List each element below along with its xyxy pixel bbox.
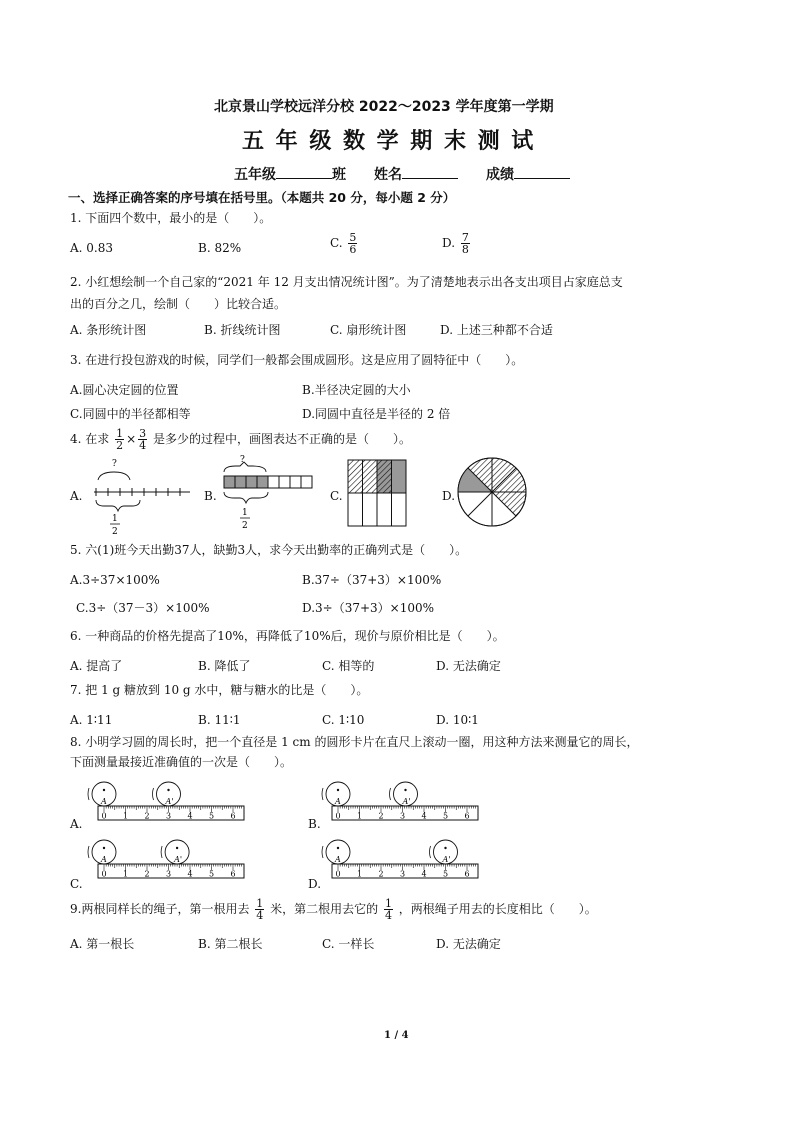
q9-f1-den: 4 [256, 909, 264, 922]
q6-option-a[interactable]: A. 提高了 [70, 659, 123, 673]
q4-option-a-label[interactable]: A. [70, 489, 83, 503]
start-circle [88, 782, 116, 806]
q5-option-c[interactable]: C.3÷（37－3）×100% [76, 601, 210, 615]
q4-figure-b [222, 452, 322, 532]
q9-f1-num: 1 [256, 897, 264, 910]
q9-post: ，两根绳子用去的长度相比（ ）。 [398, 902, 597, 916]
ruler-tick-label: 6 [230, 811, 236, 821]
ruler-tick-label: 5 [209, 811, 215, 821]
q4-frac1 [115, 428, 124, 451]
q4-times: × [126, 432, 137, 446]
q4-f2-den: 4 [139, 439, 147, 452]
point-label: A' [165, 797, 174, 806]
q2-option-d[interactable]: D. 上述三种都不合适 [440, 323, 553, 337]
ruler-tick-label: 6 [464, 811, 470, 821]
q1-d-fraction [461, 232, 470, 255]
ruler-tick-label: 2 [378, 811, 384, 821]
q4-a-half-num: 1 [112, 514, 118, 524]
q4-post: 是多少的过程中，画图表达不正确的是（ ）。 [152, 432, 411, 446]
q4-f1-den: 2 [116, 439, 124, 452]
q6-option-b[interactable]: B. 降低了 [198, 659, 251, 673]
q3-option-b[interactable]: B.半径决定圆的大小 [302, 383, 411, 397]
q2-option-b[interactable]: B. 折线统计图 [204, 323, 281, 337]
q5-stem: 5. 六(1)班今天出勤37人，缺勤3人，求今天出勤率的正确列式是（ ）。 [70, 543, 468, 557]
q8-ruler-b [330, 780, 480, 830]
q5-option-b[interactable]: B.37÷（37+3）×100% [302, 573, 442, 587]
q4-f1-num: 1 [116, 427, 124, 440]
section-heading: 一、选择正确答案的序号填在括号里。（本题共 20 分，每小题 2 分） [68, 190, 456, 205]
q7-option-d[interactable]: D. 10∶1 [436, 713, 479, 727]
start-circle [88, 840, 116, 864]
q9-option-c[interactable]: C. 一样长 [322, 937, 375, 951]
q3-option-a[interactable]: A.圆心决定圆的位置 [70, 383, 179, 397]
start-circle [322, 840, 350, 864]
q9-stem [70, 898, 597, 921]
ruler-tick-label: 1 [357, 811, 363, 821]
point-label: A' [174, 855, 183, 864]
name-label: 姓名 [374, 167, 402, 183]
q8-option-c-label[interactable]: C. [70, 877, 83, 891]
end-circle [430, 840, 458, 864]
score-label: 成绩 [486, 167, 514, 183]
point-label: A [101, 797, 107, 806]
q4-option-d-label[interactable]: D. [442, 489, 456, 503]
ruler-tick-label: 3 [400, 869, 406, 879]
ruler-tick-label: 4 [421, 869, 427, 879]
q8-ruler-d [330, 838, 480, 888]
ruler-tick-label: 6 [464, 869, 470, 879]
q9-option-d[interactable]: D. 无法确定 [436, 937, 501, 951]
ruler-tick-label: 1 [123, 869, 129, 879]
q1-stem: 1. 下面四个数中，最小的是（ ）。 [70, 211, 272, 225]
q4-frac2 [138, 428, 147, 451]
q4-b-half-den: 2 [242, 521, 248, 531]
point-label: A [101, 855, 107, 864]
q6-stem: 6. 一种商品的价格先提高了10%，再降低了10%后，现价与原价相比是（ ）。 [70, 629, 505, 643]
ruler-tick-label: 2 [144, 869, 150, 879]
q1-c-num: 5 [349, 231, 357, 244]
q9-option-b[interactable]: B. 第二根长 [198, 937, 263, 951]
ruler-tick-label: 5 [443, 869, 449, 879]
q5-option-d[interactable]: D.3÷（37+3）×100% [302, 601, 435, 615]
q3-option-d[interactable]: D.同圆中直径是半径的 2 倍 [302, 407, 451, 421]
point-label: A' [442, 855, 451, 864]
grade-label: 五年级 [234, 167, 276, 183]
ruler-tick-label: 3 [166, 811, 172, 821]
class-blank[interactable] [276, 166, 332, 179]
point-label: A' [402, 797, 411, 806]
name-blank[interactable] [402, 166, 458, 179]
q4-stem [70, 428, 411, 451]
q4-b-qmark: ? [240, 455, 245, 465]
start-circle [322, 782, 350, 806]
school-line: 北京景山学校远洋分校 2022～2023 学年度第一学期 [214, 99, 554, 115]
q4-a-half-den: 2 [112, 527, 118, 537]
q6-option-d[interactable]: D. 无法确定 [436, 659, 501, 673]
q4-a-qmark: ? [112, 459, 117, 469]
q9-f2-num: 1 [384, 897, 392, 910]
ruler-tick-label: 5 [443, 811, 449, 821]
page-number: 1 / 4 [384, 1030, 409, 1041]
ruler-tick-label: 0 [335, 869, 341, 879]
q2-line2: 出的百分之几，绘制（ ）比较合适。 [70, 297, 287, 311]
q1-c-label: C. [330, 236, 343, 250]
end-circle [153, 782, 181, 806]
q4-pre: 4. 在求 [70, 432, 110, 446]
q9-pre: 9.两根同样长的绳子，第一根用去 [70, 902, 250, 916]
q1-option-d[interactable] [442, 232, 472, 255]
q4-option-c-label[interactable]: C. [330, 489, 343, 503]
page-title: 五 年 级 数 学 期 末 测 试 [242, 129, 536, 154]
q2-line1: 2. 小红想绘制一个自己家的“2021 年 12 月支出情况统计图”。为了清楚地表示出各支出项目占家庭总支 [70, 275, 623, 289]
q4-figure-a [92, 456, 202, 536]
ruler-tick-label: 6 [230, 869, 236, 879]
end-circle [161, 840, 189, 864]
ruler-tick-label: 0 [101, 811, 107, 821]
q4-figure-d [456, 456, 528, 528]
q7-option-a[interactable]: A. 1∶11 [70, 713, 113, 727]
ruler-tick-label: 4 [187, 869, 193, 879]
q8-option-b-label[interactable]: B. [308, 817, 321, 831]
q9-frac2 [384, 898, 393, 921]
q1-option-c[interactable] [330, 232, 359, 255]
q1-d-label: D. [442, 236, 456, 250]
q7-option-c[interactable]: C. 1∶10 [322, 713, 365, 727]
q4-figure-c [346, 456, 410, 530]
class-label: 班 [332, 167, 346, 183]
q6-option-c[interactable]: C. 相等的 [322, 659, 375, 673]
q1-c-den: 6 [349, 243, 357, 256]
point-label: A [335, 797, 341, 806]
q1-d-num: 7 [461, 231, 469, 244]
q1-d-den: 8 [461, 243, 469, 256]
ruler-tick-label: 1 [123, 811, 129, 821]
ruler-tick-label: 0 [101, 869, 107, 879]
q4-option-b-label[interactable]: B. [204, 489, 217, 503]
q2-option-c[interactable]: C. 扇形统计图 [330, 323, 407, 337]
q8-option-a-label[interactable]: A. [70, 817, 83, 831]
ruler-tick-label: 1 [357, 869, 363, 879]
end-circle [390, 782, 418, 806]
q8-ruler-a [96, 780, 246, 830]
q8-option-d-label[interactable]: D. [308, 877, 322, 891]
q9-option-a[interactable]: A. 第一根长 [70, 937, 135, 951]
q7-option-b[interactable]: B. 11∶1 [198, 713, 241, 727]
ruler-tick-label: 5 [209, 869, 215, 879]
ruler-tick-label: 0 [335, 811, 341, 821]
q5-option-a[interactable]: A.3÷37×100% [70, 573, 160, 587]
q7-stem: 7. 把 1 g 糖放到 10 g 水中，糖与糖水的比是（ ）。 [70, 683, 369, 697]
q9-mid: 米，第二根用去它的 [270, 902, 379, 916]
q8-line2: 下面测量最接近准确值的一次是（ ）。 [70, 755, 293, 769]
q9-frac1 [255, 898, 264, 921]
ruler-tick-label: 2 [144, 811, 150, 821]
q3-stem: 3. 在进行投包游戏的时候，同学们一般都会围成圆形。这是应用了圆特征中（ ）。 [70, 353, 524, 367]
q1-option-b[interactable]: B. 82% [198, 241, 242, 255]
score-blank[interactable] [514, 166, 570, 179]
q3-option-c[interactable]: C.同圆中的半径都相等 [70, 407, 191, 421]
q4-f2-num: 3 [139, 427, 147, 440]
q8-line1: 8. 小明学习圆的周长时，把一个直径是 1 cm 的圆形卡片在直尺上滚动一圈，用这种方法来测量它的周长， [70, 735, 639, 749]
ruler-tick-label: 3 [166, 869, 172, 879]
point-label: A [335, 855, 341, 864]
ruler-tick-label: 4 [187, 811, 193, 821]
q9-f2-den: 4 [384, 909, 392, 922]
q1-c-fraction [348, 232, 357, 255]
q1-option-a[interactable]: A. 0.83 [70, 241, 114, 255]
ruler-tick-label: 3 [400, 811, 406, 821]
student-info-line [234, 164, 570, 184]
q8-ruler-c [96, 838, 246, 888]
ruler-tick-label: 4 [421, 811, 427, 821]
q2-option-a[interactable]: A. 条形统计图 [70, 323, 147, 337]
q4-b-half-num: 1 [242, 508, 248, 518]
ruler-tick-label: 2 [378, 869, 384, 879]
